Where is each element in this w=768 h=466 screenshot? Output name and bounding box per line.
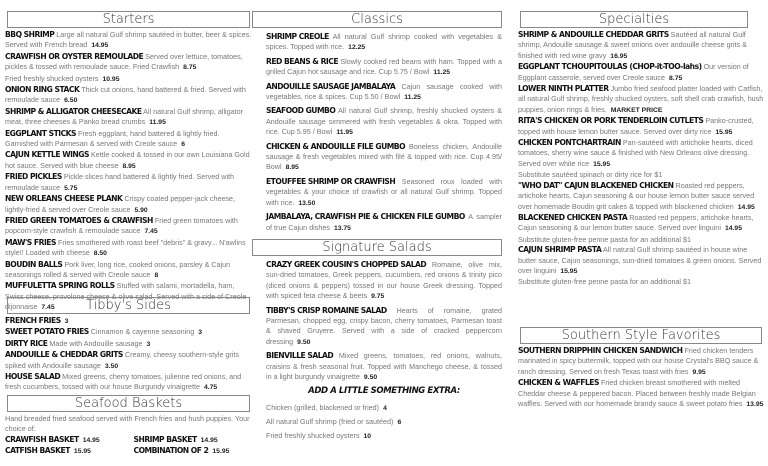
menu-item	[266, 306, 502, 349]
section-sides	[5, 297, 252, 394]
item-description: Roasted red peppers, artichoke hearts, Cajun seasoning & our house lemon butter sauce served over homemade Boudin grit cakes & topped with blackened chicken	[518, 180, 755, 211]
item-description: Fresh eggplant, hand battered & lightly fried. Garnished with Parmesan & served with Creole sauce	[5, 128, 220, 149]
menu-item	[266, 82, 502, 104]
item-price: 12.25	[348, 44, 366, 52]
item-description: Crispy coated pepper-jack cheese, lightly-fried & served over Creole sauce	[5, 194, 236, 214]
menu-item	[266, 106, 502, 138]
item-description: Cajun sausage cooked with vegetables, rice & spices. Cup 5.50 / Bowl	[266, 81, 503, 102]
item-description: A sampler of true Cajun dishes	[266, 212, 502, 232]
menu-item	[518, 138, 764, 170]
southern-list	[518, 346, 764, 410]
item-price: 8.95	[285, 164, 299, 172]
item-name: CHICKEN PONTCHARTRAIN	[518, 137, 621, 148]
item-price: 8.50	[93, 250, 107, 258]
menu-item	[518, 30, 764, 62]
menu-item	[518, 62, 764, 84]
menu-item	[5, 107, 252, 129]
item-price: 9.75	[371, 293, 385, 301]
section-title: Starters	[7, 11, 250, 28]
menu-item	[518, 346, 764, 378]
menu-item: CATFISH BASKET 15.95	[5, 445, 91, 456]
item-price: 8	[154, 271, 159, 279]
item-name: DIRTY RICE	[5, 338, 48, 349]
item-price: 3	[198, 329, 203, 337]
item-price: 6	[181, 141, 185, 149]
item-name: CHICKEN & ANDOUILLE FILE GUMBO	[266, 141, 406, 152]
section-title: Seafood Baskets	[7, 395, 250, 412]
extras-title: ADD A LITTLE SOMETHING EXTRA:	[308, 386, 460, 397]
item-name: SHRIMP & ANDOUILLE CHEDDAR GRITS	[518, 29, 669, 40]
menu-item	[5, 260, 252, 282]
starters-list	[5, 30, 252, 314]
item-price: 14.95	[737, 203, 755, 211]
item-description: Pickle slices hand battered & lightly fried. Served with remoulade sauce	[5, 172, 235, 192]
menu-item	[5, 85, 252, 107]
item-price: 7.45	[144, 228, 158, 236]
item-name: CRAZY GREEK COUSIN'S CHOPPED SALAD	[266, 259, 427, 270]
item-description: Mixed greens, tomatoes, red onions, walnuts, craisins & fresh seasonal fruit. Topped with Manchego cheese, & tossed in a light burgundy vinaigrette	[266, 351, 502, 382]
item-name: SHRIMP CREOLE	[266, 31, 329, 42]
item-name: FRIED GREEN TOMATOES & CRAWFISH	[5, 215, 153, 226]
item-name: SWEET POTATO FRIES	[5, 326, 89, 337]
item-price: 14.95	[724, 225, 742, 233]
item-name: NEW ORLEANS CHEESE PLANK	[5, 193, 123, 204]
item-name: ETOUFFEE SHRIMP OR CRAWFISH	[266, 176, 396, 187]
item-price: 16.95	[610, 52, 628, 60]
section-title: Specialties	[520, 11, 748, 28]
item-note: Substitute gluten-free penne pasta for an additional $1	[518, 277, 692, 287]
menu-item	[5, 30, 252, 52]
menu-item	[5, 129, 252, 151]
classics-list	[266, 32, 502, 234]
item-description: All natural Gulf shrimp, alligator meat, three cheeses & Panko bread crumbs	[5, 106, 244, 127]
item-description: Large all natural Gulf shrimp sautéed in butter, beer & spices. Served with French bread	[5, 30, 252, 50]
item-note: Substitute sautéed spinach or dirty rice for $1	[518, 170, 663, 180]
item-name: ANDOUILLE & CHEDDAR GRITS	[5, 349, 123, 360]
menu-item: COMBINATION OF 2 15.95	[133, 445, 230, 456]
item-description: Hearts of romaine, grated Parmesan, chopped egg, crispy bacon, cherry tomatoes, Parmesan toast & shaved Gruyere. Served with a side of cracked peppercorn dressing	[266, 305, 503, 346]
item-note: Substitute gluten-free penne pasta for an additional $1	[518, 234, 692, 244]
item-price: 5.90	[134, 206, 148, 214]
item-name: ANDOUILLE SAUSAGE JAMBALAYA	[266, 81, 396, 92]
section-salads	[266, 239, 502, 443]
menu-item	[518, 245, 764, 277]
item-description: Sautéed all natural Gulf shrimp, Andouille sausage & sweet onions over andouille cheese grits & finished with red wine gravy	[518, 30, 747, 60]
menu-item	[266, 260, 502, 303]
item-description: Our version of Eggplant casserole, served over Creole sauce	[518, 62, 749, 82]
item-name: MUFFULETTA SPRING ROLLS	[5, 280, 115, 291]
item-name: BOUDIN BALLS	[5, 259, 63, 269]
item-price: 9.50	[363, 374, 378, 382]
item-price: 4.75	[203, 384, 218, 392]
section-title: Southern Style Favorites	[520, 327, 762, 344]
item-name: CAJUN SHRIMP PASTA	[518, 244, 602, 255]
baskets-intro: Hand breaded fried seafood served with French fries and hush puppies. Your choice of:	[5, 414, 250, 434]
extra-item: All natural Gulf shrimp (fried or sautéed) 6	[266, 417, 402, 427]
menu-item	[5, 372, 252, 394]
menu-item	[5, 150, 252, 172]
item-name: BLACKENED CHICKEN PASTA	[518, 212, 628, 223]
baskets-list	[5, 435, 252, 458]
item-description: Mixed greens, cherry tomatoes, julienne red onions, and fresh cucumbers, tossed with our house Burgundy vinaigrette	[5, 372, 242, 392]
item-price: 3.50	[104, 362, 119, 370]
item-description: Kettle cooked & tossed in our own Louisiana Gold hot sauce. Served with blue cheese	[5, 150, 250, 170]
item-description: Creamy, cheesy southern-style grits spiked with Andouille sausage	[5, 350, 240, 370]
item-name: LOWER NINTH PLATTER	[518, 83, 609, 94]
section-starters	[5, 11, 252, 314]
item-name: FRENCH FRIES	[5, 315, 61, 326]
salads-list	[266, 260, 502, 383]
item-name: SOUTHERN DRIPPHIN CHICKEN SANDWICH	[518, 345, 683, 356]
item-name: CHICKEN & WAFFLES	[518, 377, 599, 388]
menu-item	[5, 216, 252, 238]
item-name: ONION RING STACK	[5, 84, 80, 95]
item-price: 5.75	[64, 184, 78, 192]
item-name: CRAWFISH OR OYSTER REMOULADE	[5, 51, 144, 62]
item-description: Fried chicken tenders marinated in spicy buttermilk, topped with our house Crystal's BBQ sauce & ranch dressing. Served on fresh Texas toast with fries	[518, 346, 759, 376]
item-name: SEAFOOD GUMBO	[266, 105, 336, 116]
item-price: 15.95	[593, 160, 611, 168]
item-price: 8.75	[183, 64, 197, 72]
sides-list	[5, 316, 252, 394]
item-price: 7.45	[41, 304, 55, 312]
item-description: Pork liver, long rice, cooked onions, parsley & Cajun seasonings rolled & served with Creole sauce	[5, 259, 231, 279]
section-southern	[518, 327, 764, 410]
item-description: Stuffed with salami, mortadella, ham, Swiss cheese, provolone cheese & olive salad. Served with a side of Creole dijonnaise	[5, 281, 247, 312]
item-price: 3	[64, 318, 69, 325]
menu-item	[5, 238, 252, 260]
item-name: BBQ SHRIMP	[5, 29, 55, 40]
item-description: Jumbo fried seafood platter loaded with Catfish, all natural Gulf shrimp, freshly shucked oysters, soft shell crab crawfish, hush puppies, onion rings & fries.	[518, 84, 764, 114]
item-name: JAMBALAYA, CRAWFISH PIE & CHICKEN FILE GUMBO	[266, 211, 465, 222]
item-price: 13.95	[746, 401, 764, 409]
item-name: FRIED PICKLES	[5, 171, 62, 182]
item-name: RITA'S CHICKEN OR PORK TENDERLOIN CUTLETS	[518, 115, 704, 126]
item-description: All natural Gulf shrimp cooked with vegetables & spices. Topped with rice.	[266, 32, 502, 52]
item-price: 11.95	[149, 119, 166, 127]
item-price: 11.25	[433, 69, 451, 77]
item-description: Pan-sautéed with artichoke hearts, diced tomatoes, sherry wine sauce & finished with New Orleans olive dressing. Served over white rice	[518, 138, 753, 168]
item-price: 3	[146, 340, 151, 348]
item-description: All natural Gulf shrimp, freshly shucked oysters & Andouille sausage simmered with fresh vegetables & okra. Topped with rice. Cup 5.95 / Bowl	[266, 106, 502, 137]
menu-item	[518, 84, 764, 116]
item-price: 11.95	[336, 129, 353, 137]
item-extra: Fried freshly shucked oysters	[5, 73, 99, 83]
item-description: Thick cut onions, hand battered & fried. Served with remoulade sauce	[5, 85, 246, 105]
item-price: 8.95	[122, 162, 136, 170]
left-column	[5, 0, 252, 466]
item-description: Seasoned roux loaded with vegetables & your choice of crawfish or all natural Gulf shrimp. Topped with rice.	[266, 176, 503, 207]
item-description: Fried chicken breast smothered with melted Cheddar cheese & peppered bacon. Placed between freshly made Belgian waffles. Served with our homemade brandy sauce & sweet potato fries	[518, 378, 756, 409]
section-classics	[266, 11, 502, 237]
section-title: Classics	[252, 11, 502, 28]
menu-item	[5, 350, 252, 372]
menu-item	[266, 142, 502, 174]
item-price: MARKET PRICE	[610, 106, 663, 114]
item-price: 13.50	[298, 199, 316, 207]
extra-item: Chicken (grilled, blackened or fried) 4	[266, 403, 387, 413]
menu-item	[266, 57, 502, 79]
item-price: 9.95	[692, 368, 706, 376]
item-name: "WHO DAT" CAJUN BLACKENED CHICKEN	[518, 180, 674, 191]
section-baskets	[5, 395, 252, 458]
menu-item	[5, 327, 252, 338]
item-description: Romaine, olive mix, sun-dried tomatoes, Greek peppers, cucumbers, red onions & trinity pico (diced onions & peppers) tossed in our house Greek dressing. Topped with spiced feta cheese & beets	[266, 260, 502, 301]
section-specialties	[518, 11, 764, 288]
menu-item	[266, 212, 502, 234]
menu-item	[5, 194, 252, 216]
item-description: Served over lettuce, tomatoes, pickles & tossed with remoulade sauce. Fried Crawfish	[5, 51, 243, 72]
menu-item	[5, 52, 252, 85]
middle-column	[266, 0, 502, 466]
item-description: All natural Gulf shrimp sautéed in house wine butter sauce, Cajun seasonings, sun-dried tomatoes & green onions. Served over linguini	[518, 245, 762, 275]
section-title: Tibby's Sides	[7, 297, 250, 314]
extra-item: Fried freshly shucked oysters 10	[266, 431, 372, 441]
item-name: CAJUN KETTLE WINGS	[5, 149, 89, 160]
right-column	[518, 0, 764, 466]
section-title: Signature Salads	[252, 239, 502, 256]
item-price: 9.50	[297, 338, 311, 346]
item-price: 6.50	[64, 97, 78, 105]
menu-item	[518, 116, 764, 138]
item-description: Fried green tomatoes with popcorn-style crawfish & remoulade sauce	[5, 215, 238, 236]
item-description: Panko-crusted, topped with house lemon butter sauce. Served over dirty rice	[518, 116, 754, 136]
item-description: Roasted red peppers, artichoke hearts, Cajun seasoning & our lemon butter sauce. Served over linguini	[518, 212, 754, 233]
specialties-list	[518, 30, 764, 288]
menu-item: SHRIMP BASKET 14.95	[133, 434, 218, 445]
item-price: 11.25	[404, 94, 421, 102]
item-name: BIENVILLE SALAD	[266, 350, 334, 361]
item-description: Fries smothered with roast beef "debris" & gravy... N'awlins style!! Loaded with cheese	[5, 237, 246, 258]
item-description: Boneless chicken, Andouille sausage & fresh vegetables mixed with filé & topped with rice. Cup 4.95/ Bowl	[266, 141, 502, 172]
menu-item	[266, 32, 502, 54]
item-price: 15.95	[715, 128, 733, 136]
item-price: 14.95	[91, 42, 109, 50]
item-name: EGGPLANT STICKS	[5, 128, 77, 139]
item-name: TIBBY'S CRISP ROMAINE SALAD	[266, 305, 387, 316]
item-name: MAW'S FRIES	[5, 237, 56, 248]
item-name: EGGPLANT TCHOUPITOULAS (CHOP-it-TOO-lahs)	[518, 61, 702, 72]
item-extra-price: 10.95	[102, 75, 120, 83]
menu-item	[518, 213, 764, 235]
item-price: 13.75	[333, 224, 351, 232]
item-name: RED BEANS & RICE	[266, 56, 339, 67]
item-description: Slowly cooked red beans with ham. Topped with a grilled Cajun hot sausage and rice. Cup 5.75 / Bowl	[266, 56, 502, 77]
menu-item	[518, 378, 764, 410]
menu-item	[266, 177, 502, 209]
menu-item: CRAWFISH BASKET 14.95	[5, 434, 100, 445]
item-name: HOUSE SALAD	[5, 371, 61, 382]
menu-item	[5, 172, 252, 194]
item-name: SHRIMP & ALLIGATOR CHEESECAKE	[5, 106, 142, 117]
menu-item	[518, 181, 764, 213]
item-price: 15.95	[560, 267, 578, 275]
item-description: Cinnamon & cayenne seasoning	[90, 327, 195, 337]
item-description: Made with Andouille sausage	[49, 338, 143, 348]
item-price: 8.75	[669, 74, 683, 82]
menu-item	[266, 351, 502, 383]
